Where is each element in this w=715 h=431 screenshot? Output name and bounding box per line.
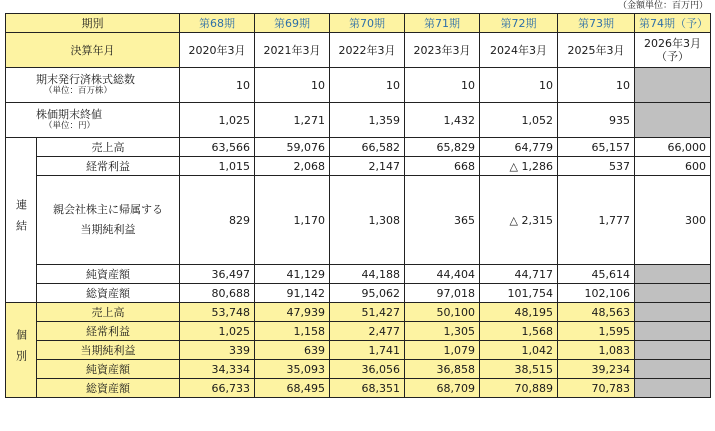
cons-sales-2023: 65,829 bbox=[405, 138, 480, 157]
std-netincome-2022: 1,741 bbox=[330, 341, 405, 360]
price-2026-empty bbox=[635, 103, 711, 138]
std-netassets-2024: 38,515 bbox=[480, 360, 558, 379]
shares-2023: 10 bbox=[405, 68, 480, 103]
std-netassets-2020: 34,334 bbox=[180, 360, 255, 379]
cons-netincome-label bbox=[37, 176, 180, 265]
cons-totalassets-2020: 80,688 bbox=[180, 284, 255, 303]
cons-netassets-2026-empty bbox=[635, 265, 711, 284]
fy-row bbox=[6, 33, 711, 68]
cons-netincome-2023: 365 bbox=[405, 176, 480, 265]
std-netassets-2025: 39,234 bbox=[558, 360, 635, 379]
std-netincome-2025: 1,083 bbox=[558, 341, 635, 360]
std-totalassets-2024: 70,889 bbox=[480, 379, 558, 398]
cons-netassets-2023: 44,404 bbox=[405, 265, 480, 284]
std-ordinary-2024: 1,568 bbox=[480, 322, 558, 341]
std-netincome-row bbox=[6, 341, 711, 360]
fy-2025: 2025年3月 bbox=[558, 33, 635, 68]
period-74: 第74期（予） bbox=[635, 14, 711, 33]
std-sales-2023: 50,100 bbox=[405, 303, 480, 322]
std-sales-2024: 48,195 bbox=[480, 303, 558, 322]
fy-2022: 2022年3月 bbox=[330, 33, 405, 68]
shares-2020: 10 bbox=[180, 68, 255, 103]
cons-totalassets-2022: 95,062 bbox=[330, 284, 405, 303]
period-68: 第68期 bbox=[180, 14, 255, 33]
shares-unit: （単位：百万株） bbox=[44, 86, 113, 96]
std-netassets-row bbox=[6, 360, 711, 379]
std-totalassets-2026-empty bbox=[635, 379, 711, 398]
cons-totalassets-2025: 102,106 bbox=[558, 284, 635, 303]
price-2025: 935 bbox=[558, 103, 635, 138]
period-70: 第70期 bbox=[330, 14, 405, 33]
std-netassets-2021: 35,093 bbox=[255, 360, 330, 379]
std-netincome-2023: 1,079 bbox=[405, 341, 480, 360]
period-row bbox=[6, 14, 711, 33]
cons-netassets-2021: 41,129 bbox=[255, 265, 330, 284]
std-totalassets-2022: 68,351 bbox=[330, 379, 405, 398]
fy-label: 決算年月 bbox=[6, 33, 180, 68]
cons-ordinary-2021: 2,068 bbox=[255, 157, 330, 176]
cons-netassets-2022: 44,188 bbox=[330, 265, 405, 284]
std-totalassets-2020: 66,733 bbox=[180, 379, 255, 398]
consolidated-label: 連結 bbox=[6, 138, 37, 303]
std-ordinary-row bbox=[6, 322, 711, 341]
cons-totalassets-2026-empty bbox=[635, 284, 711, 303]
fy-2026 bbox=[635, 33, 711, 68]
std-netincome-2026-empty bbox=[635, 341, 711, 360]
std-ordinary-label: 経常利益 bbox=[37, 322, 180, 341]
cons-netincome-2022: 1,308 bbox=[330, 176, 405, 265]
std-netincome-2024: 1,042 bbox=[480, 341, 558, 360]
std-sales-2025: 48,563 bbox=[558, 303, 635, 322]
cons-ordinary-2022: 2,147 bbox=[330, 157, 405, 176]
cons-netincome-label-line2: 当期純利益 bbox=[80, 223, 136, 236]
cons-ordinary-2026: 600 bbox=[635, 157, 711, 176]
cons-netincome-2020: 829 bbox=[180, 176, 255, 265]
price-label: 株価期末終値 bbox=[36, 108, 102, 121]
std-netassets-label: 純資産額 bbox=[37, 360, 180, 379]
std-ordinary-2025: 1,595 bbox=[558, 322, 635, 341]
std-totalassets-2021: 68,495 bbox=[255, 379, 330, 398]
price-2021: 1,271 bbox=[255, 103, 330, 138]
std-sales-2022: 51,427 bbox=[330, 303, 405, 322]
cons-sales-2026: 66,000 bbox=[635, 138, 711, 157]
fy-2026-year: 2026年3月 bbox=[644, 37, 701, 50]
std-totalassets-2025: 70,783 bbox=[558, 379, 635, 398]
cons-totalassets-row bbox=[6, 284, 711, 303]
cons-netincome-row bbox=[6, 176, 711, 265]
cons-totalassets-2021: 91,142 bbox=[255, 284, 330, 303]
cons-sales-2021: 59,076 bbox=[255, 138, 330, 157]
cons-ordinary-2024: △ 1,286 bbox=[480, 157, 558, 176]
std-sales-2021: 47,939 bbox=[255, 303, 330, 322]
shares-label: 期末発行済株式総数 bbox=[36, 73, 135, 86]
cons-totalassets-2024: 101,754 bbox=[480, 284, 558, 303]
cons-netassets-row bbox=[6, 265, 711, 284]
fy-2026-forecast-note: （予） bbox=[656, 50, 689, 63]
std-netassets-2026-empty bbox=[635, 360, 711, 379]
price-2022: 1,359 bbox=[330, 103, 405, 138]
unit-note: （金額単位：百万円） bbox=[617, 1, 708, 11]
fy-2021: 2021年3月 bbox=[255, 33, 330, 68]
std-netassets-2022: 36,056 bbox=[330, 360, 405, 379]
cons-sales-label: 売上高 bbox=[37, 138, 180, 157]
std-totalassets-label: 総資産額 bbox=[37, 379, 180, 398]
price-2024: 1,052 bbox=[480, 103, 558, 138]
cons-netassets-label: 純資産額 bbox=[37, 265, 180, 284]
std-ordinary-2026-empty bbox=[635, 322, 711, 341]
period-72: 第72期 bbox=[480, 14, 558, 33]
cons-ordinary-2020: 1,015 bbox=[180, 157, 255, 176]
std-totalassets-2023: 68,709 bbox=[405, 379, 480, 398]
std-sales-label: 売上高 bbox=[37, 303, 180, 322]
fy-2024: 2024年3月 bbox=[480, 33, 558, 68]
price-row bbox=[6, 103, 711, 138]
std-sales-2020: 53,748 bbox=[180, 303, 255, 322]
cons-totalassets-2023: 97,018 bbox=[405, 284, 480, 303]
price-label-cell bbox=[6, 103, 180, 138]
price-2023: 1,432 bbox=[405, 103, 480, 138]
cons-sales-2020: 63,566 bbox=[180, 138, 255, 157]
std-netassets-2023: 36,858 bbox=[405, 360, 480, 379]
price-2020: 1,025 bbox=[180, 103, 255, 138]
shares-2026-empty bbox=[635, 68, 711, 103]
period-73: 第73期 bbox=[558, 14, 635, 33]
std-sales-row bbox=[6, 303, 711, 322]
cons-netassets-2025: 45,614 bbox=[558, 265, 635, 284]
std-ordinary-2020: 1,025 bbox=[180, 322, 255, 341]
shares-label-cell bbox=[6, 68, 180, 103]
std-netincome-2020: 339 bbox=[180, 341, 255, 360]
std-sales-2026-empty bbox=[635, 303, 711, 322]
cons-sales-2025: 65,157 bbox=[558, 138, 635, 157]
cons-ordinary-2025: 537 bbox=[558, 157, 635, 176]
cons-netincome-2026: 300 bbox=[635, 176, 711, 265]
cons-netincome-2025: 1,777 bbox=[558, 176, 635, 265]
fy-2020: 2020年3月 bbox=[180, 33, 255, 68]
cons-sales-2022: 66,582 bbox=[330, 138, 405, 157]
cons-netassets-2024: 44,717 bbox=[480, 265, 558, 284]
cons-totalassets-label: 総資産額 bbox=[37, 284, 180, 303]
cons-netassets-2020: 36,497 bbox=[180, 265, 255, 284]
std-ordinary-2023: 1,305 bbox=[405, 322, 480, 341]
period-71: 第71期 bbox=[405, 14, 480, 33]
cons-sales-2024: 64,779 bbox=[480, 138, 558, 157]
financial-table bbox=[5, 13, 711, 398]
period-69: 第69期 bbox=[255, 14, 330, 33]
cons-ordinary-2023: 668 bbox=[405, 157, 480, 176]
cons-ordinary-label: 経常利益 bbox=[37, 157, 180, 176]
cons-netincome-2024: △ 2,315 bbox=[480, 176, 558, 265]
shares-2021: 10 bbox=[255, 68, 330, 103]
shares-row bbox=[6, 68, 711, 103]
std-netincome-2021: 639 bbox=[255, 341, 330, 360]
std-ordinary-2022: 2,477 bbox=[330, 322, 405, 341]
std-totalassets-row bbox=[6, 379, 711, 398]
cons-netincome-label-line1: 親会社株主に帰属する bbox=[53, 203, 163, 216]
shares-2025: 10 bbox=[558, 68, 635, 103]
cons-netincome-2021: 1,170 bbox=[255, 176, 330, 265]
shares-2022: 10 bbox=[330, 68, 405, 103]
period-label: 期別 bbox=[6, 14, 180, 33]
fy-2023: 2023年3月 bbox=[405, 33, 480, 68]
cons-sales-row bbox=[6, 138, 711, 157]
standalone-label: 個別 bbox=[6, 303, 37, 398]
shares-2024: 10 bbox=[480, 68, 558, 103]
cons-ordinary-row bbox=[6, 157, 711, 176]
price-unit: （単位：円） bbox=[44, 121, 96, 131]
std-ordinary-2021: 1,158 bbox=[255, 322, 330, 341]
std-netincome-label: 当期純利益 bbox=[37, 341, 180, 360]
